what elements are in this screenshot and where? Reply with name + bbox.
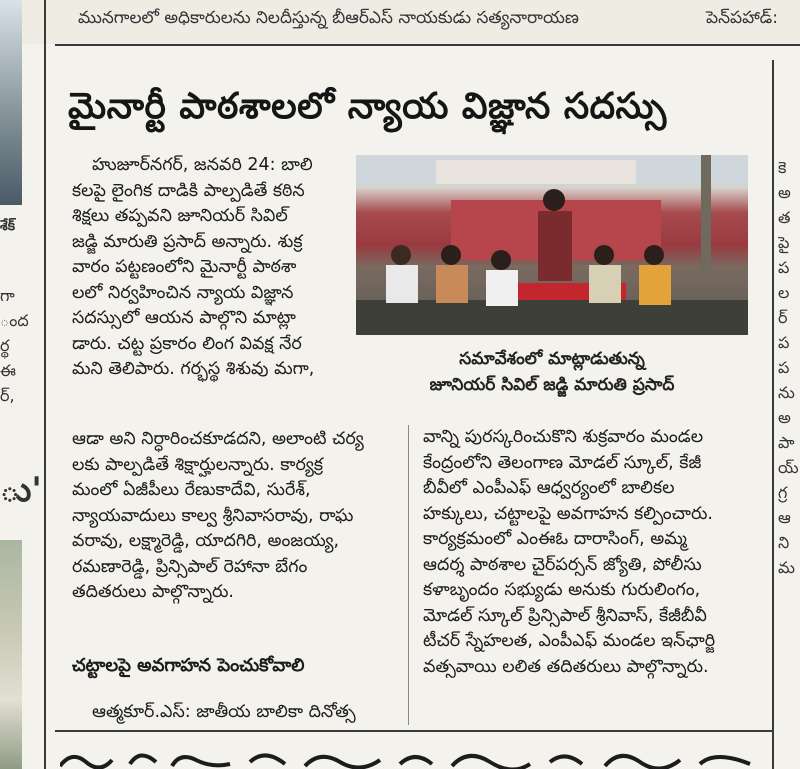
bottom-rule <box>55 730 772 732</box>
right-fragment: ర్ <box>778 308 788 327</box>
left-fragment: ర్థ <box>0 336 10 355</box>
left-edge-photo-bottom <box>0 540 22 769</box>
body-line: కేంద్రంలోని తెలంగాణ మోడల్ స్కూల్, కేజీ <box>423 452 702 473</box>
subheadline: చట్టాలపై అవగాహన పెంచుకోవాలి <box>72 655 305 676</box>
body-line: న్యాయవాదులు కాల్వ శ్రీనివాసరావు, రాఘ <box>72 505 354 526</box>
photo-caption-line: జూనియర్ సివిల్ జడ్జి మారుతి ప్రసాద్ <box>429 375 675 395</box>
body-line: లలో నిర్వహించిన న్యాయ విజ్ఞాన <box>72 282 294 303</box>
right-fragment: ప <box>778 258 790 277</box>
right-fragment: మ <box>778 558 795 577</box>
next-headline-fragment <box>60 748 760 769</box>
article-body-col1b <box>72 427 402 606</box>
right-fragment: త <box>778 208 791 227</box>
top-teaser: మునగాలలో అధికారులను నిలదీస్తున్న బీఆర్ఎస్ నాయకుడు సత్యనారాయణ <box>78 8 579 28</box>
body-line: ఆడా అని నిర్ధారించకూడదని, అలాంటి చర్య <box>72 429 364 449</box>
body-line: వారం పట్టణంలోని మైనార్టీ పాఠశా <box>72 257 297 277</box>
body-line: హుజూర్‌నగర్, జనవరి 24: బాలి <box>92 155 313 175</box>
right-fragment: ప <box>778 358 790 377</box>
body-line: వరావు, లక్ష్మారెడ్డి, యాదగిరి, అంజయ్య, <box>72 531 340 551</box>
right-fragment: ని <box>778 533 790 552</box>
right-column-rule <box>772 60 774 769</box>
left-edge-photo <box>0 0 22 205</box>
body-line: లకు పాల్పడితే శిక్షార్హులన్నారు. కార్యక్ర <box>72 454 323 475</box>
event-photo-art <box>356 155 748 335</box>
body-line: శిక్షలు తప్పవని జూనియర్ సివిల్ <box>72 206 288 226</box>
right-fragment: కె <box>778 158 787 177</box>
body-line: బీవీలో ఎంపీఎఫ్ ఆధ్వర్యంలో బాలికల <box>423 478 675 498</box>
top-dateline: పెన్‌పహాడ్: <box>706 8 778 28</box>
body-line: డారు. చట్ట ప్రకారం లింగ వివక్ష నేర <box>72 333 302 354</box>
body-line: హక్కులు, చట్టాలపై అవగాహన కల్పించారు. <box>423 503 713 524</box>
right-fragment: య్ <box>778 458 799 477</box>
right-fragment: ప <box>778 333 790 352</box>
left-fragment: ంద <box>0 311 29 330</box>
body-line: వత్సవాయి లలిత తదితరులు పాల్గొన్నారు. <box>423 656 709 677</box>
left-fragment: ు' <box>0 470 42 510</box>
cropped-headline-glyphs <box>60 748 760 769</box>
left-fragment: శేక్ <box>0 218 16 234</box>
body-line: మోడల్ స్కూల్ ప్రిన్సిపాల్ శ్రీనివాస్, కేజీబీవీ <box>423 605 707 626</box>
right-fragment: ఆ <box>778 508 791 527</box>
article-body-col1 <box>72 153 352 383</box>
body-line: కలపై లైంగిక దాడికి పాల్పడితే కఠిన <box>72 180 305 201</box>
right-edge-fragments <box>778 155 800 580</box>
right-fragment: పై <box>778 233 790 252</box>
body-line: మంలో ఏజీపీలు రేణుకాదేవి, సురేశ్, <box>72 480 311 500</box>
right-fragment: గ్ర <box>778 483 788 502</box>
column-divider <box>408 425 409 725</box>
body-line: ఆదర్శ పాఠశాల చైర్‌పర్సన్ జ్యోతి, పోలీసు <box>423 554 702 575</box>
body-line: టీచర్ స్నేహలత, ఎంపీఎఫ్ మండల ఇన్‌ఛార్జి <box>423 631 716 651</box>
right-fragment: ను <box>778 383 795 402</box>
body-line: తదితరులు పాల్గొన్నారు. <box>72 582 234 602</box>
left-fragment: ఈ <box>0 361 16 380</box>
photo-caption-line: సమావేశంలో మాట్లాడుతున్న <box>459 349 645 369</box>
body-line: కార్యక్రమంలో ఎంఈఓ దారాసింగ్, అమ్మ <box>423 529 687 549</box>
article-body-col2 <box>423 425 758 680</box>
right-fragment: అ <box>778 183 791 202</box>
body-line: మని తెలిపారు. గర్భస్థ శిశువు మగా, <box>72 359 315 379</box>
left-fragment: గా <box>0 286 15 305</box>
left-fragment: ర్, <box>0 386 15 405</box>
right-fragment: ల <box>778 283 790 302</box>
body-line: రమణారెడ్డి, ప్రిన్సిపాల్ రెహానా బేగం <box>72 556 308 577</box>
body-line: కళాబృందం సభ్యుడు అనుకు గురులింగం, <box>423 580 701 600</box>
headline: మైనార్టీ పాఠశాలలో న్యాయ విజ్ఞాన సదస్సు <box>68 86 667 127</box>
right-fragment: పా <box>778 433 795 452</box>
top-rule <box>55 44 800 46</box>
body-line: వాన్ని పురస్కరించుకొని శుక్రవారం మండల <box>423 427 704 447</box>
body-line: సదస్సులో ఆయన పాల్గొని మాట్లా <box>72 308 296 328</box>
left-column-rule <box>44 0 46 769</box>
body-line: జడ్జి మారుతి ప్రసాద్ అన్నారు. శుక్ర <box>72 231 303 252</box>
second-lead-line: ఆత్మకూర్.ఎస్: జాతీయ బాలికా దినోత్స <box>92 702 356 722</box>
event-photo <box>356 155 748 335</box>
right-fragment: అ <box>778 408 791 427</box>
